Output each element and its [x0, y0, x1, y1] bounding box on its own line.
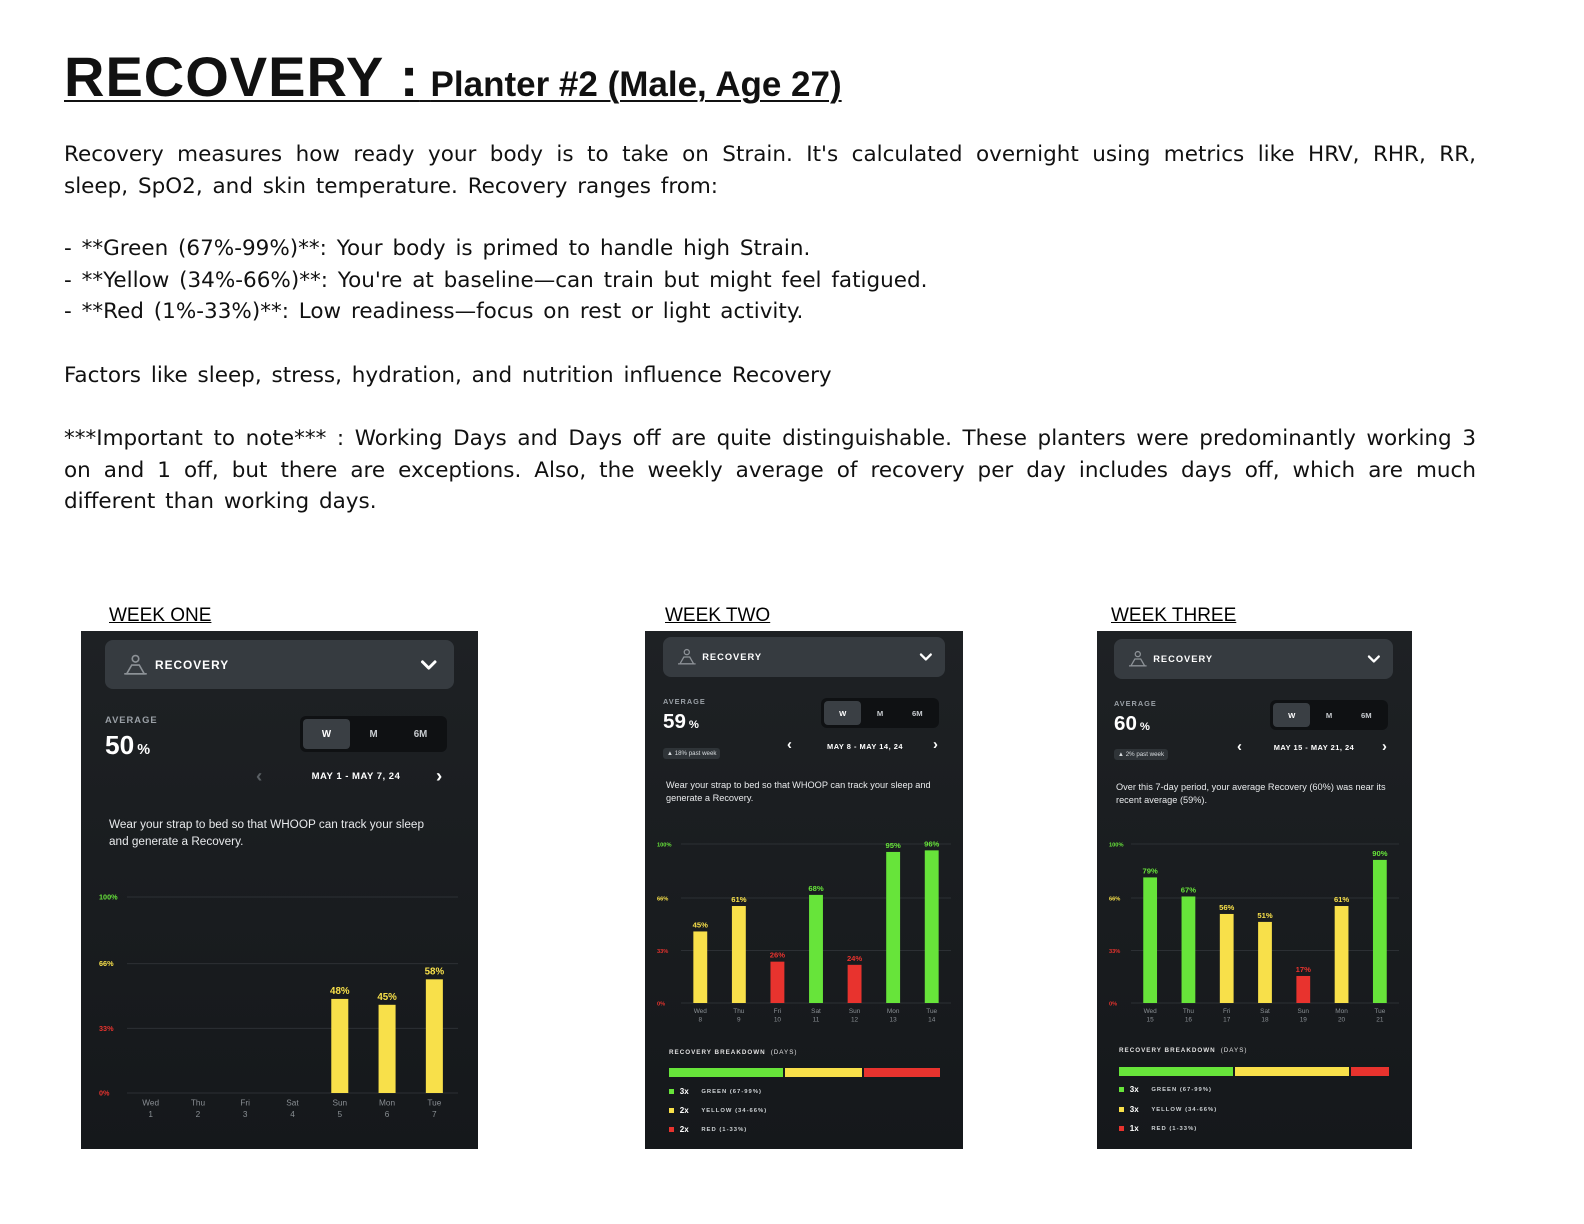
y-tick-label: 100% — [657, 842, 672, 849]
bar-value-label: 56% — [1219, 903, 1235, 913]
x-tick-day: Thu — [1182, 1007, 1194, 1015]
x-tick-date: 5 — [337, 1109, 343, 1119]
x-tick-date: 14 — [928, 1016, 936, 1024]
y-tick-label: 0% — [657, 1001, 666, 1008]
chevron-down-icon[interactable] — [420, 659, 438, 670]
bar-sun — [1296, 976, 1310, 1003]
tab-w[interactable]: W — [824, 701, 861, 725]
previous-week-icon[interactable]: ‹ — [256, 765, 263, 786]
breakdown-swatch — [1119, 1087, 1124, 1092]
recovery-message: Wear your strap to bed so that WHOOP can track your sleep and generate a Recovery. — [666, 780, 931, 804]
x-tick-date: 8 — [698, 1016, 703, 1024]
breakdown-title — [1119, 1047, 1247, 1054]
breakdown-segment-red — [1351, 1067, 1389, 1076]
breakdown-row-green — [669, 1087, 762, 1096]
breakdown-count: 1x — [1129, 1124, 1139, 1133]
average-label: AVERAGE — [663, 697, 706, 706]
breakdown-count: 3x — [1129, 1085, 1139, 1094]
intro-text: Recovery measures how ready your body is to take on Strain. It's calculated overnight using metrics like HRV, RHR, RR, sleep, SpO2, and skin temperature. Recovery ranges from: — [64, 142, 1476, 199]
breakdown-segment-yellow — [1235, 1067, 1349, 1076]
week-three-label: WEEK THREE — [1111, 605, 1237, 626]
x-tick-day: Fri — [1222, 1007, 1231, 1015]
period-tabs — [1270, 700, 1388, 730]
previous-week-icon[interactable]: ‹ — [1237, 739, 1242, 755]
next-week-icon[interactable]: › — [933, 737, 938, 753]
date-range: MAY 8 - MAY 14, 24 — [827, 741, 903, 751]
x-tick-date: 17 — [1223, 1016, 1231, 1024]
week-one-recovery-screenshot — [81, 631, 478, 1149]
chevron-down-icon[interactable] — [919, 653, 933, 662]
x-tick-day: Sat — [286, 1098, 299, 1108]
tab-m[interactable]: M — [876, 708, 884, 718]
x-tick-day: Wed — [1143, 1007, 1157, 1015]
bar-value-label: 45% — [692, 920, 708, 930]
recovery-bar-chart — [97, 881, 462, 1119]
bar-tue — [1373, 860, 1387, 1003]
recovery-dropdown[interactable] — [105, 640, 454, 689]
x-tick-day: Tue — [427, 1098, 442, 1108]
x-tick-date: 7 — [432, 1109, 437, 1119]
average-label: AVERAGE — [105, 715, 158, 725]
breakdown-unit: (DAYS) — [770, 1049, 798, 1056]
tab-m[interactable]: M — [1325, 710, 1333, 720]
title-subtitle: Planter #2 (Male, Age 27) — [430, 65, 842, 104]
x-tick-day: Sun — [332, 1098, 348, 1108]
breakdown-count: 2x — [679, 1125, 689, 1134]
bar-mon — [1335, 906, 1349, 1003]
period-tabs — [821, 698, 939, 728]
page-title — [64, 44, 842, 109]
breakdown-bar — [669, 1068, 942, 1077]
breakdown-label: GREEN (67-99%) — [1151, 1086, 1212, 1093]
x-tick-day: Mon — [1335, 1007, 1348, 1015]
y-tick-label: 66% — [99, 959, 114, 969]
tab-6m[interactable]: 6M — [413, 728, 428, 740]
bar-tue — [925, 850, 939, 1003]
breakdown-row-red — [1119, 1124, 1197, 1133]
breakdown-row-red — [669, 1125, 747, 1134]
x-tick-day: Mon — [379, 1098, 396, 1108]
recovery-bar-chart — [1107, 837, 1405, 1024]
x-tick-day: Mon — [886, 1007, 900, 1015]
recovery-bar-chart — [655, 835, 955, 1024]
x-tick-date: 20 — [1337, 1016, 1346, 1024]
breakdown-bar — [1119, 1067, 1391, 1076]
intro-paragraph — [64, 139, 1476, 202]
change-badge: ▲ 2% past week — [1114, 749, 1168, 760]
breakdown-label: GREEN (67-99%) — [701, 1088, 762, 1095]
note-text: ***Important to note*** : Working Days and Days off are quite distinguishable. These planters were predominantly working 3 on and 1 off, but there are exceptions. Also, the weekly average of recovery per day includes days off, which are much different than working days. — [64, 426, 1476, 515]
x-tick-date: 1 — [148, 1109, 153, 1119]
x-tick-day: Fri — [773, 1007, 782, 1015]
bar-thu — [732, 906, 746, 1003]
bar-value-label: 26% — [769, 950, 786, 960]
previous-week-icon[interactable]: ‹ — [787, 737, 792, 753]
x-tick-day: Tue — [1374, 1007, 1386, 1015]
breakdown-label: RED (1-33%) — [1151, 1125, 1198, 1132]
breakdown-count: 2x — [679, 1106, 689, 1115]
recovery-icon — [1128, 650, 1148, 668]
breakdown-count: 3x — [679, 1087, 689, 1096]
bar-sun — [331, 999, 348, 1093]
bar-wed — [693, 931, 707, 1003]
breakdown-row-yellow — [669, 1106, 767, 1115]
x-tick-date: 12 — [850, 1016, 859, 1024]
average-label: AVERAGE — [1114, 699, 1157, 708]
bar-sat — [809, 895, 823, 1003]
bar-mon — [886, 852, 900, 1003]
y-tick-label: 0% — [1109, 1001, 1118, 1008]
week-one-label: WEEK ONE — [109, 605, 212, 626]
breakdown-label: RED (1-33%) — [701, 1126, 748, 1133]
range-item-yellow: - **Yellow (34%-66%)**: You're at baseline—can train but might feel fatigued. — [64, 267, 928, 293]
x-tick-day: Wed — [693, 1007, 707, 1015]
date-range: MAY 15 - MAY 21, 24 — [1273, 742, 1355, 752]
recovery-dropdown-label: RECOVERY — [155, 657, 230, 672]
change-badge: ▲ 18% past week — [663, 748, 720, 759]
y-tick-label: 66% — [657, 896, 669, 903]
tab-6m[interactable]: 6M — [912, 708, 923, 718]
bar-value-label: 90% — [1372, 848, 1388, 858]
breakdown-label: YELLOW (34-66%) — [701, 1107, 768, 1114]
breakdown-title — [669, 1049, 797, 1056]
average-unit: % — [688, 719, 699, 731]
bar-mon — [379, 1005, 396, 1093]
bar-value-label: 96% — [924, 839, 940, 849]
y-tick-label: 33% — [657, 949, 669, 956]
bar-value-label: 17% — [1295, 965, 1311, 975]
x-tick-date: 13 — [889, 1016, 897, 1024]
week-three-recovery-screenshot — [1097, 631, 1412, 1149]
x-tick-day: Thu — [190, 1098, 206, 1108]
breakdown-segment-green — [1119, 1067, 1233, 1076]
x-tick-date: 3 — [242, 1109, 248, 1119]
x-tick-date: 6 — [384, 1109, 390, 1119]
x-tick-date: 11 — [812, 1016, 820, 1024]
bar-value-label: 51% — [1257, 910, 1273, 920]
chevron-down-icon[interactable] — [1367, 655, 1381, 664]
recovery-dropdown[interactable] — [1114, 639, 1393, 679]
bar-value-label: 45% — [377, 991, 397, 1003]
y-tick-label: 33% — [1109, 949, 1121, 956]
tab-m[interactable]: M — [369, 728, 378, 740]
bar-value-label: 58% — [424, 966, 445, 978]
bar-fri — [1220, 914, 1234, 1003]
breakdown-swatch — [669, 1089, 674, 1094]
week-two-label: WEEK TWO — [665, 605, 771, 626]
y-tick-label: 0% — [99, 1088, 110, 1098]
tab-w[interactable]: W — [1273, 703, 1310, 727]
x-tick-date: 21 — [1376, 1016, 1384, 1024]
x-tick-day: Sun — [1297, 1007, 1310, 1015]
bar-wed — [1143, 877, 1157, 1003]
y-tick-label: 33% — [99, 1023, 114, 1033]
x-tick-date: 16 — [1184, 1016, 1193, 1024]
x-tick-day: Wed — [142, 1098, 160, 1108]
x-tick-day: Fri — [240, 1098, 251, 1108]
bar-value-label: 61% — [1333, 895, 1350, 905]
breakdown-count: 3x — [1129, 1105, 1139, 1114]
x-tick-day: Tue — [926, 1007, 938, 1015]
x-tick-date: 9 — [737, 1016, 741, 1024]
bar-sat — [1258, 922, 1272, 1003]
range-list — [64, 233, 1476, 328]
recovery-message: Wear your strap to bed so that WHOOP can track your sleep and generate a Recovery. — [109, 818, 424, 848]
average-number: 59 — [663, 710, 686, 733]
title-main: RECOVERY : — [64, 45, 420, 108]
x-tick-day: Sat — [811, 1007, 821, 1015]
recovery-dropdown[interactable] — [663, 637, 945, 677]
breakdown-segment-yellow — [785, 1068, 861, 1077]
breakdown-swatch — [1119, 1107, 1124, 1112]
bar-value-label: 79% — [1142, 866, 1158, 876]
breakdown-unit: (DAYS) — [1220, 1047, 1248, 1054]
bar-value-label: 67% — [1180, 885, 1197, 895]
average-unit: % — [1139, 721, 1150, 733]
breakdown-swatch — [1119, 1126, 1124, 1131]
bar-tue — [426, 979, 443, 1093]
bar-value-label: 68% — [808, 883, 824, 893]
x-tick-date: 2 — [195, 1109, 201, 1119]
date-range: MAY 1 - MAY 7, 24 — [311, 770, 401, 782]
recovery-icon — [677, 648, 697, 666]
x-tick-date: 4 — [290, 1109, 295, 1119]
average-number: 50 — [105, 730, 135, 760]
period-tabs — [300, 716, 447, 752]
breakdown-title-text: RECOVERY BREAKDOWN — [669, 1049, 766, 1056]
breakdown-swatch — [669, 1127, 674, 1132]
x-tick-day: Sat — [1260, 1007, 1270, 1015]
average-number: 60 — [1114, 712, 1137, 735]
note-paragraph — [64, 423, 1476, 518]
bar-value-label: 61% — [731, 895, 747, 905]
week-two-recovery-screenshot — [645, 631, 963, 1149]
breakdown-swatch — [669, 1108, 674, 1113]
factors-text: Factors like sleep, stress, hydration, and nutrition influence Recovery — [64, 363, 832, 388]
x-tick-date: 18 — [1261, 1016, 1269, 1024]
bar-fri — [770, 962, 784, 1003]
breakdown-row-green — [1119, 1085, 1212, 1094]
x-tick-day: Sun — [848, 1007, 861, 1015]
bar-value-label: 24% — [846, 953, 863, 963]
average-unit: % — [137, 742, 151, 758]
x-tick-date: 19 — [1299, 1016, 1307, 1024]
recovery-icon — [123, 653, 148, 676]
breakdown-title-text: RECOVERY BREAKDOWN — [1119, 1047, 1216, 1054]
recovery-message: Over this 7-day period, your average Recovery (60%) was near its recent average (59%). — [1116, 782, 1386, 806]
bar-value-label: 48% — [330, 985, 350, 997]
breakdown-segment-red — [864, 1068, 940, 1077]
next-week-icon[interactable]: › — [1382, 739, 1387, 755]
x-tick-date: 10 — [773, 1016, 782, 1024]
breakdown-row-yellow — [1119, 1105, 1217, 1114]
breakdown-label: YELLOW (34-66%) — [1151, 1106, 1218, 1113]
bar-thu — [1182, 896, 1196, 1003]
factors-paragraph — [64, 360, 1476, 392]
range-item-green: - **Green (67%-99%)**: Your body is primed to handle high Strain. — [64, 236, 811, 261]
tab-6m[interactable]: 6M — [1361, 710, 1372, 720]
average-value — [663, 710, 699, 734]
average-value — [105, 730, 150, 761]
y-tick-label: 66% — [1109, 896, 1121, 903]
range-item-red: - **Red (1%-33%)**: Low readiness—focus on rest or light activity. — [64, 299, 804, 325]
recovery-dropdown-label: RECOVERY — [1153, 654, 1214, 664]
bar-value-label: 95% — [885, 841, 901, 851]
y-tick-label: 100% — [1109, 842, 1124, 849]
bar-sun — [848, 965, 862, 1003]
tab-w[interactable]: W — [303, 719, 350, 749]
next-week-icon[interactable]: › — [436, 765, 443, 786]
average-value — [1114, 712, 1150, 736]
y-tick-label: 100% — [99, 892, 118, 902]
x-tick-date: 15 — [1146, 1016, 1154, 1024]
breakdown-segment-green — [669, 1068, 783, 1077]
x-tick-day: Thu — [733, 1007, 745, 1015]
recovery-dropdown-label: RECOVERY — [702, 652, 763, 662]
